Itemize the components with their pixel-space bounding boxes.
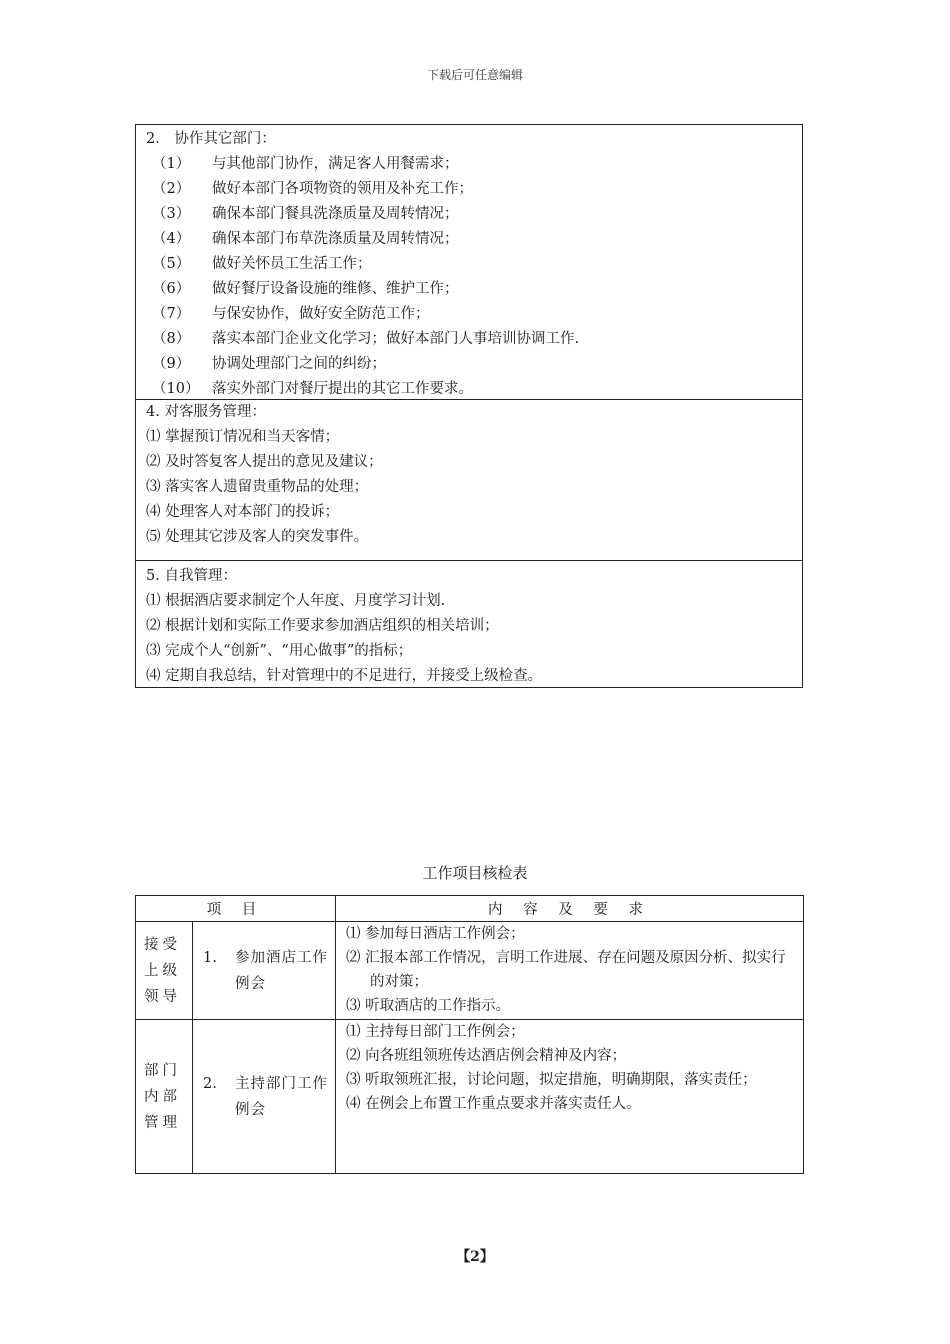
list-item: ⑶ 完成个人“创新”、“用心做事”的指标； (146, 643, 413, 659)
list-item: （3） 确保本部门餐具洗涤质量及周转情况； (152, 206, 459, 222)
item-number: 1. (203, 949, 217, 966)
list-item: ⑴ 根据酒店要求制定个人年度、月度学习计划. (146, 593, 446, 609)
list-item: ⑸ 处理其它涉及客人的突发事件。 (146, 529, 369, 545)
item-text: 参加酒店工作例会 (235, 949, 328, 992)
item-text: 主持部门工作例会 (235, 1075, 328, 1118)
col-header-item: 项 目 (136, 896, 336, 922)
requirement: ⑶ 听取酒店的工作指示。 (346, 998, 511, 1014)
guest-service-section (135, 399, 803, 561)
list-item: ⑷ 处理客人对本部门的投诉； (146, 504, 340, 520)
requirement: ⑷ 在例会上布置工作重点要求并落实责任人。 (346, 1096, 641, 1112)
list-item: ⑶ 落实客人遗留贵重物品的处理； (146, 479, 369, 495)
list-item: （4） 确保本部门布草洗涤质量及周转情况； (152, 231, 459, 247)
list-item: （9） 协调处理部门之间的纠纷； (152, 356, 386, 372)
list-item: （10） 落实外部门对餐厅提出的其它工作要求。 (152, 381, 473, 397)
requirements-cell (336, 1020, 804, 1174)
list-item: （7） 与保安协作，做好安全防范工作； (152, 306, 430, 322)
list-item: （8） 落实本部门企业文化学习；做好本部门人事培训协调工作. (152, 331, 580, 347)
item-cell (193, 1020, 336, 1174)
self-management-section (135, 560, 803, 688)
self-management-heading: 5. 自我管理： (146, 568, 237, 584)
list-item: ⑵ 根据计划和实际工作要求参加酒店组织的相关培训； (146, 618, 499, 634)
col-header-requirements: 内 容 及 要 求 (336, 896, 804, 922)
list-item: ⑵ 及时答复客人提出的意见及建议； (146, 454, 383, 470)
list-item: （5） 做好关怀员工生活工作； (152, 256, 372, 272)
table-header-row (136, 896, 804, 922)
requirements-cell (336, 922, 804, 1020)
requirement: ⑴ 参加每日酒店工作例会； (346, 926, 525, 942)
checklist-title: 工作项目核检表 (422, 864, 528, 882)
requirement: ⑶ 听取领班汇报，讨论问题，拟定措施，明确期限，落实责任； (346, 1072, 757, 1088)
category-cell: 部门内部管理 (136, 1020, 193, 1174)
requirement: ⑴ 主持每日部门工作例会； (346, 1024, 525, 1040)
guest-service-heading: 4. 对客服务管理： (146, 404, 266, 420)
page-header: 下载后可任意编辑 (426, 68, 523, 82)
table-row (136, 922, 804, 1020)
requirement: ⑵ 汇报本部工作情况，言明工作进展、存在问题及原因分析、拟实行的对策； (346, 950, 786, 990)
requirement: ⑵ 向各班组领班传达酒店例会精神及内容； (346, 1048, 627, 1064)
item-cell (193, 922, 336, 1020)
table-row (136, 1020, 804, 1174)
list-item: （2） 做好本部门各项物资的领用及补充工作； (152, 181, 473, 197)
list-item: ⑷ 定期自我总结，针对管理中的不足进行，并接受上级检查。 (146, 668, 543, 684)
list-item: （1） 与其他部门协作，满足客人用餐需求； (152, 156, 459, 172)
coop-section (135, 124, 803, 400)
checklist-table (135, 895, 804, 1174)
item-number: 2. (203, 1075, 217, 1092)
list-item: ⑴ 掌握预订情况和当天客情； (146, 429, 340, 445)
coop-heading: 2． 协作其它部门： (146, 131, 276, 147)
page-number: 【2】 (456, 1249, 494, 1265)
list-item: （6） 做好餐厅设备设施的维修、维护工作； (152, 281, 459, 297)
category-cell: 接受上级领导 (136, 922, 193, 1020)
